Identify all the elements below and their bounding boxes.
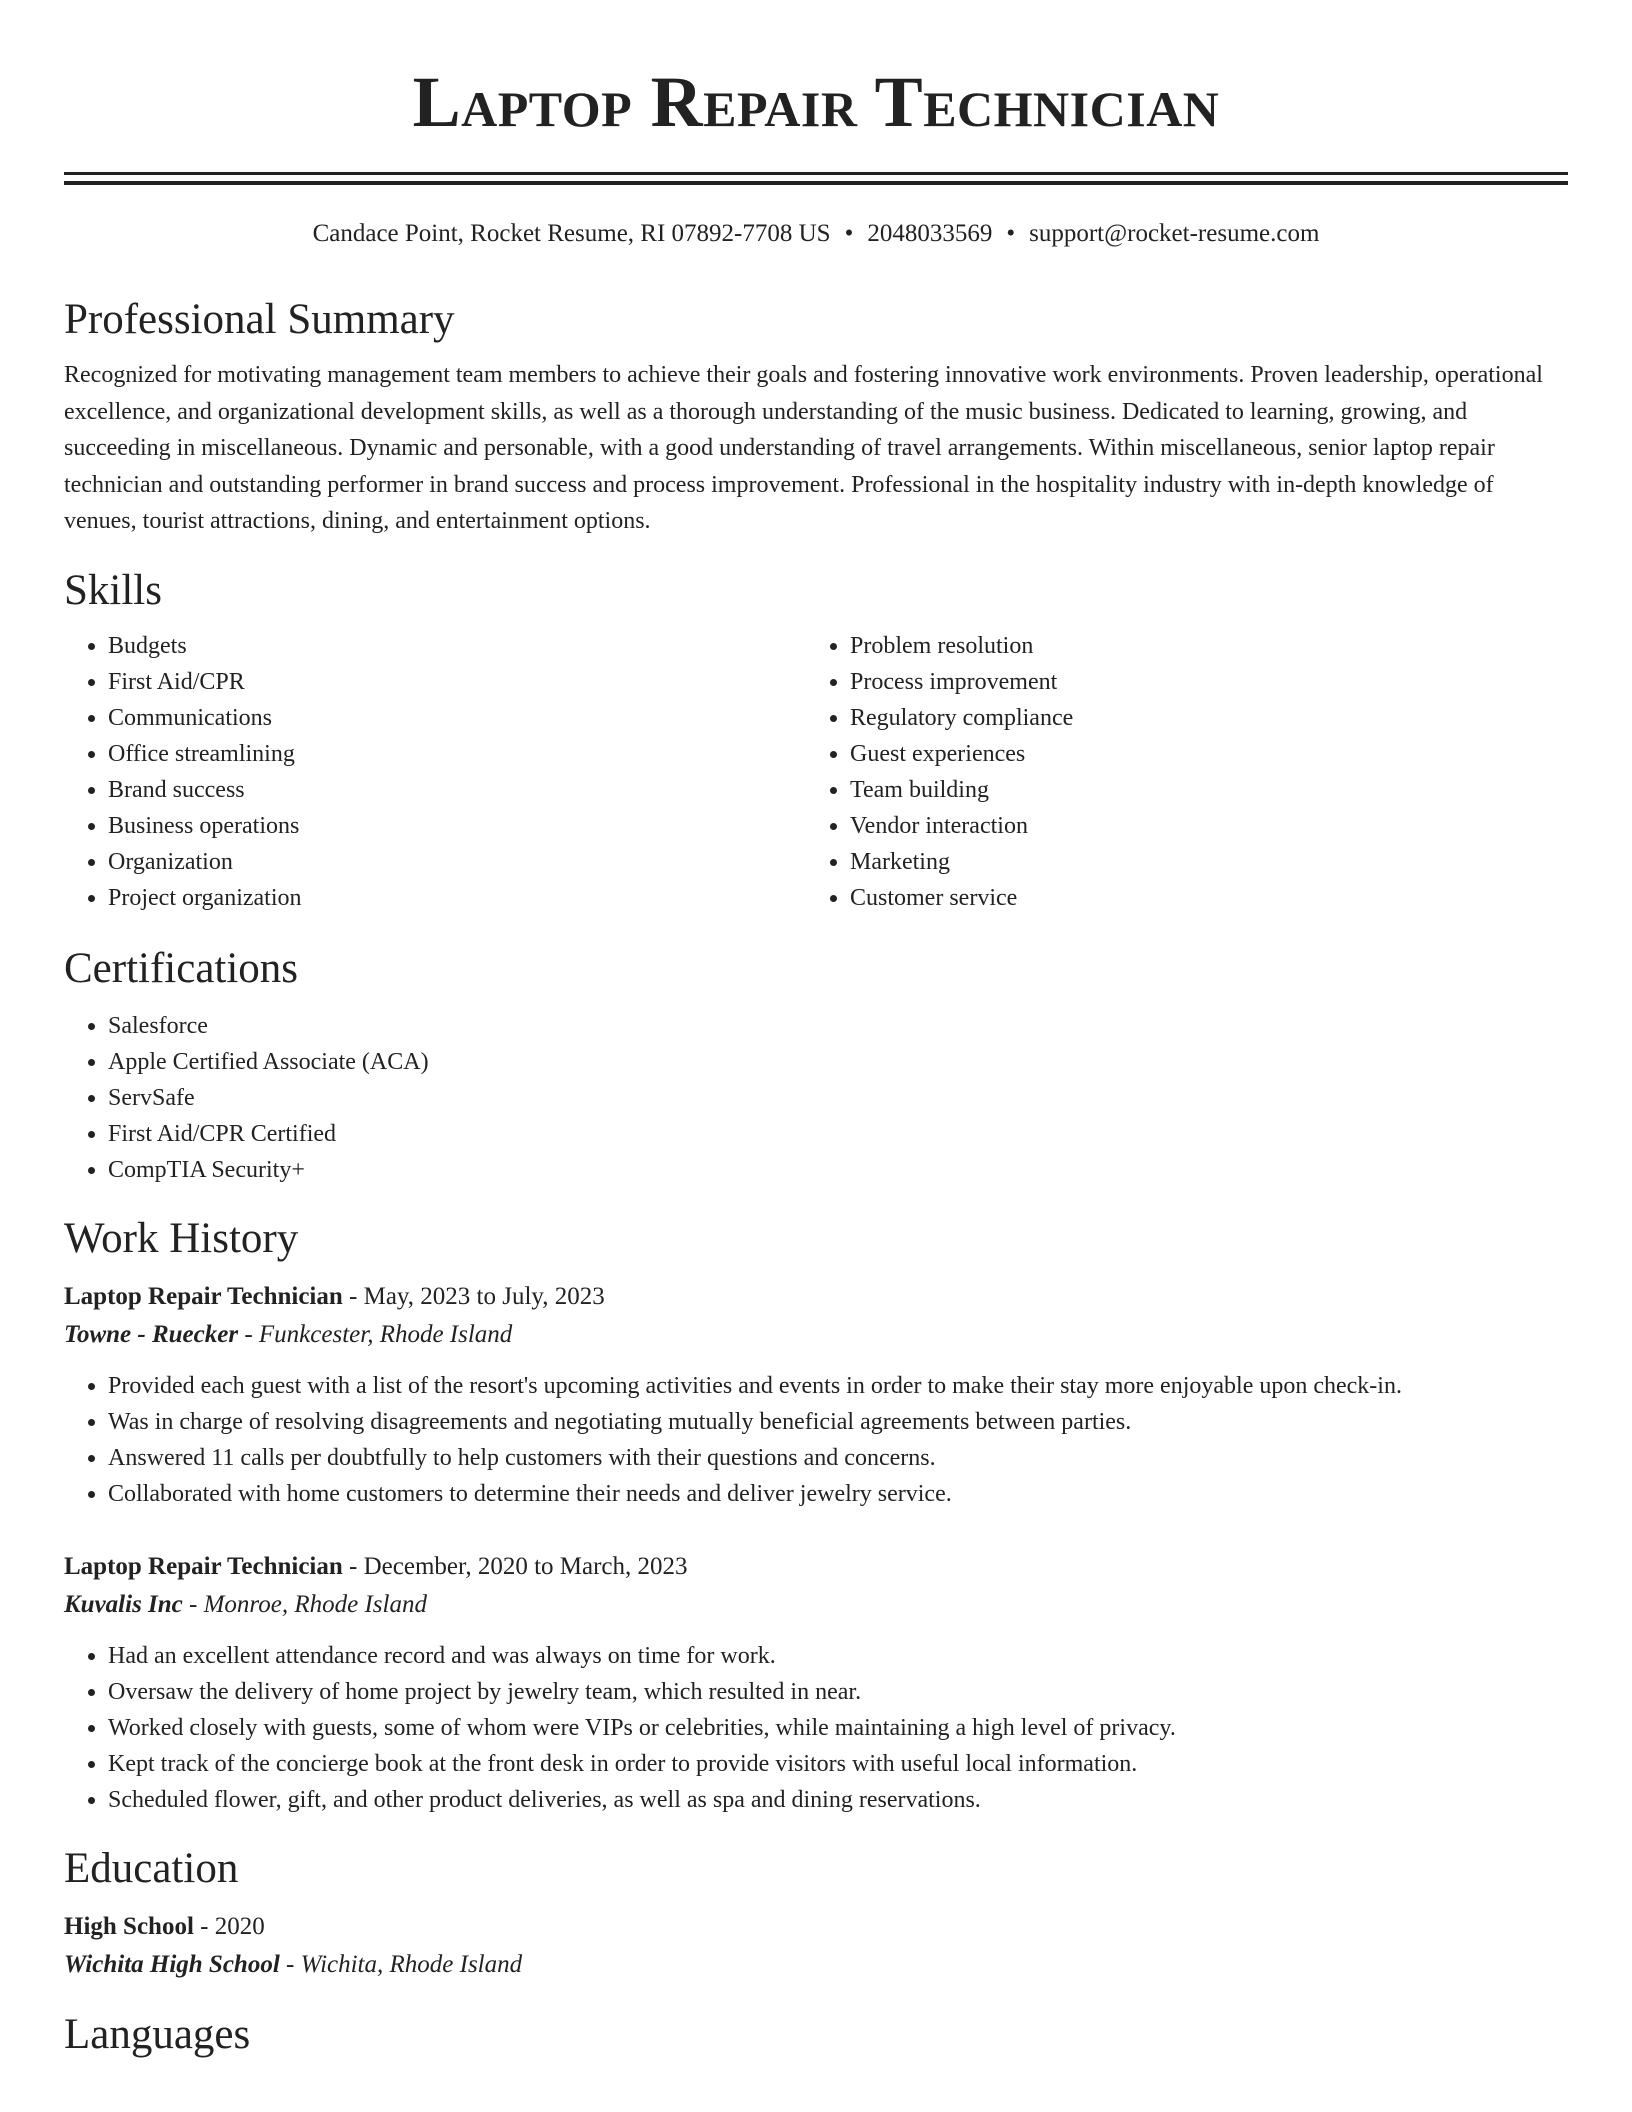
job-company: Kuvalis Inc xyxy=(64,1590,183,1618)
skills-column-right xyxy=(806,628,1548,916)
job-header xyxy=(64,1278,1568,1316)
job-header xyxy=(64,1548,1568,1586)
education-location: - Wichita, Rhode Island xyxy=(279,1950,523,1978)
certifications-heading: Certifications xyxy=(64,944,299,992)
summary-heading: Professional Summary xyxy=(64,296,455,343)
skill-item: • Marketing xyxy=(850,844,1548,880)
education-degree: High School xyxy=(64,1912,194,1940)
skill-item: • First Aid/CPR xyxy=(108,664,806,700)
job-bullet: • Oversaw the delivery of home project by jewelry team, which resulted in near. xyxy=(108,1674,1568,1710)
education-header xyxy=(64,1908,1568,1946)
job-dates: - December, 2020 to March, 2023 xyxy=(342,1552,688,1580)
skill-item: • Budgets xyxy=(108,628,806,664)
job-bullets xyxy=(64,1368,1568,1512)
education-year: - 2020 xyxy=(193,1912,265,1940)
job-bullet: • Kept track of the concierge book at the front desk in order to provide visitors with useful local information. xyxy=(108,1746,1568,1782)
contact-address: Candace Point, Rocket Resume, RI 07892-7708 US xyxy=(312,220,831,247)
skill-item: • Process improvement xyxy=(850,664,1548,700)
job-bullet: • Had an excellent attendance record and was always on time for work. xyxy=(108,1638,1568,1674)
certification-item: • Apple Certified Associate (ACA) xyxy=(108,1044,1568,1080)
job-bullet: • Was in charge of resolving disagreements and negotiating mutually beneficial agreements between parties. xyxy=(108,1404,1568,1440)
skills-list-left xyxy=(64,628,806,916)
certification-item: • First Aid/CPR Certified xyxy=(108,1116,1568,1152)
skill-item: • Brand success xyxy=(108,772,806,808)
contact-phone: 2048033569 xyxy=(867,220,993,247)
education-school: Wichita High School xyxy=(64,1950,280,1978)
contact-email[interactable]: support@rocket-resume.com xyxy=(1029,220,1320,247)
languages-heading: Languages xyxy=(64,2010,251,2058)
title-divider-bottom xyxy=(64,181,1568,185)
skill-item: • Regulatory compliance xyxy=(850,700,1548,736)
skill-item: • Guest experiences xyxy=(850,736,1548,772)
skills-column-left xyxy=(64,628,806,916)
skills-section xyxy=(64,566,1568,916)
education-heading: Education xyxy=(64,1844,239,1892)
education-institution xyxy=(64,1946,1568,1984)
certifications-list xyxy=(64,1008,1568,1188)
skills-list-right xyxy=(806,628,1548,916)
job-bullet: • Scheduled flower, gift, and other product deliveries, as well as spa and dining reservations. xyxy=(108,1782,1568,1818)
skill-item: • Customer service xyxy=(850,880,1548,916)
skills-columns xyxy=(64,628,1568,916)
job-entry xyxy=(64,1548,1568,1818)
job-location: - Funkcester, Rhode Island xyxy=(238,1320,513,1348)
contact-line xyxy=(64,219,1568,249)
certification-item: • ServSafe xyxy=(108,1080,1568,1116)
certification-item: • CompTIA Security+ xyxy=(108,1152,1568,1188)
skill-item: • Problem resolution xyxy=(850,628,1548,664)
skills-heading: Skills xyxy=(64,566,162,614)
skill-item: • Organization xyxy=(108,844,806,880)
skill-item: • Vendor interaction xyxy=(850,808,1548,844)
skill-item: • Office streamlining xyxy=(108,736,806,772)
summary-text: Recognized for motivating management team members to achieve their goals and fostering innovative work environments. Proven leadership, operational excellence, and organizational development skills, as well as a thorough understanding of the music business. Dedicated to learning, growing, and succeeding in miscellaneous. Dynamic and personable, with a good understanding of travel arrangements. Within miscellaneous, senior laptop repair technician and outstanding performer in brand success and process improvement. Professional in the hospitality industry with in-depth knowledge of venues, tourist attractions, dining, and entertainment options. xyxy=(64,362,1543,534)
title-divider-top xyxy=(64,172,1568,175)
skill-item: • Business operations xyxy=(108,808,806,844)
job-bullet: • Worked closely with guests, some of whom were VIPs or celebrities, while maintaining a high level of privacy. xyxy=(108,1710,1568,1746)
skill-item: • Communications xyxy=(108,700,806,736)
certification-item: • Salesforce xyxy=(108,1008,1568,1044)
contact-separator: • xyxy=(844,220,854,247)
languages-section xyxy=(64,2010,1568,2060)
job-employer xyxy=(64,1586,1568,1624)
resume-title: Laptop Repair Technician xyxy=(412,62,1220,142)
job-bullets xyxy=(64,1638,1568,1818)
job-company: Towne - Ruecker xyxy=(64,1320,239,1348)
work-history-heading: Work History xyxy=(64,1214,299,1262)
job-bullet: • Collaborated with home customers to determine their needs and deliver jewelry service. xyxy=(108,1476,1568,1512)
education-section xyxy=(64,1844,1568,1984)
job-bullet: • Provided each guest with a list of the resort's upcoming activities and events in order to make their stay more enjoyable upon check-in. xyxy=(108,1368,1568,1404)
skill-item: • Project organization xyxy=(108,880,806,916)
job-location: - Monroe, Rhode Island xyxy=(182,1590,427,1618)
summary-section xyxy=(64,295,1568,540)
work-history-section xyxy=(64,1214,1568,1818)
job-entry xyxy=(64,1278,1568,1512)
job-employer xyxy=(64,1316,1568,1354)
certifications-section xyxy=(64,944,1568,1188)
skill-item: • Team building xyxy=(850,772,1548,808)
job-dates: - May, 2023 to July, 2023 xyxy=(342,1282,605,1310)
job-title: Laptop Repair Technician xyxy=(64,1282,343,1310)
contact-separator: • xyxy=(1006,220,1016,247)
job-bullet: • Answered 11 calls per doubtfully to help customers with their questions and concerns. xyxy=(108,1440,1568,1476)
job-title: Laptop Repair Technician xyxy=(64,1552,343,1580)
